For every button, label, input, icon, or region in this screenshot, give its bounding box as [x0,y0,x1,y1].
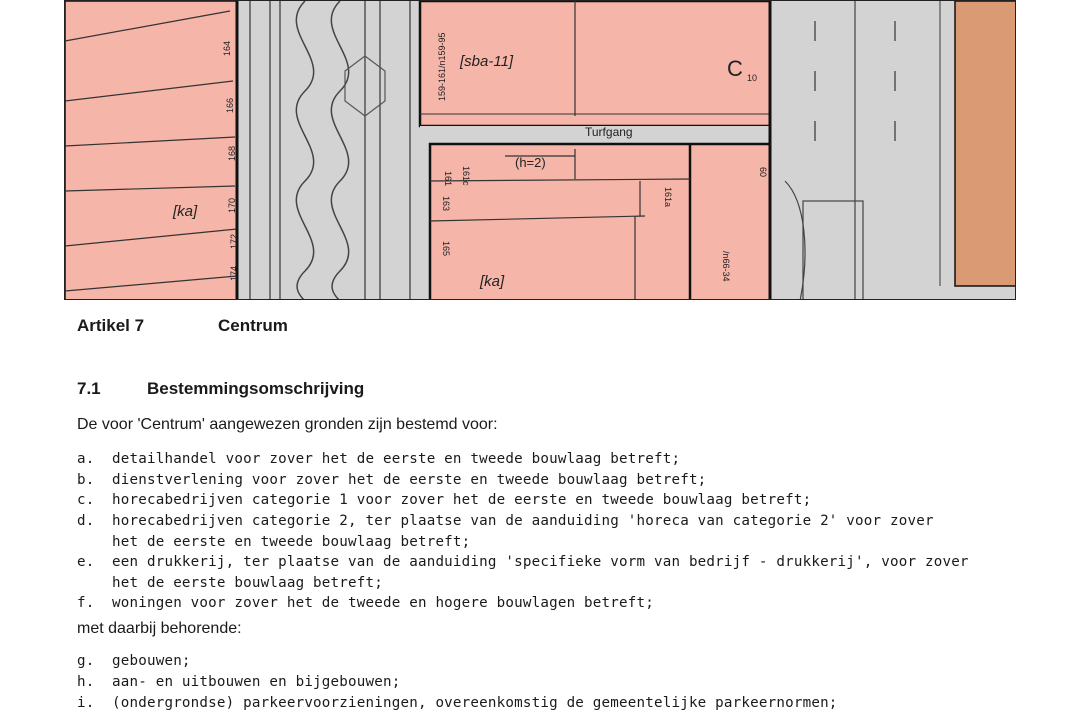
map-label-h2: (h=2) [515,155,546,170]
list-letter: f. [77,595,95,611]
map-label-range1: 159-161/n159-95 [437,32,447,101]
list-letter: a. [77,451,95,467]
map-label-161c: 161c [461,166,471,186]
list-text: horecabedrijven categorie 1 voor zover het de eerste en tweede bouwlaag betreft; [112,492,812,508]
map-label-sba: [sba-11] [460,53,514,70]
list-text: woningen voor zover het de tweede en hogere bouwlagen betreft; [112,595,654,611]
list-letter: i. [77,695,95,711]
map-label-172: 172 [229,233,239,249]
list-letter: h. [77,674,95,690]
map-label-161: 161 [443,171,453,187]
map-label-163: 163 [441,196,451,212]
list-text: dienstverlening voor zover het de eerste en tweede bouwlaag betreft; [112,471,707,488]
article-number: Artikel 7 [77,316,145,335]
map-label-165: 165 [441,241,451,257]
list-letter: b. [77,471,95,488]
map-label-168: 168 [227,145,237,161]
list-text-continued: het de eerste bouwlaag betreft; [112,574,383,591]
map-label-ka-right: [ka] [480,273,505,290]
list-text: gebouwen; [112,653,191,669]
intro-text: De voor 'Centrum' aangewezen gronden zijn bestemd voor: [77,416,498,433]
map-label-60: 60 [758,167,768,178]
with-text: met daarbij behorende: [77,620,242,637]
map-label-161a: 161a [663,187,673,208]
map-label-turfgang: Turfgang [585,125,633,139]
map-label-range2: /n66-34 [721,251,731,282]
section-number: 7.1 [77,379,101,398]
list-letter: d. [77,513,95,529]
list-text-continued: het de eerste en tweede bouwlaag betreft; [112,533,471,550]
list-letter: e. [77,554,95,570]
list-text: een drukkerij, ter plaatse van de aanduiding 'specifieke vorm van bedrijf - drukkerij', voor zover [112,554,969,570]
map-label-c: C [727,56,743,81]
list-text: (ondergrondse) parkeervoorzieningen, overeenkomstig de gemeentelijke parkeernormen; [112,695,838,711]
list-text: aan- en uitbouwen en bijgebouwen; [112,674,401,690]
map-label-170: 170 [227,197,237,213]
list-text: horecabedrijven categorie 2, ter plaatse van de aanduiding 'horeca van categorie 2' voor zover [112,513,934,529]
map-label-164: 164 [222,40,232,56]
map-label-174: 174 [229,265,239,281]
section-title: Bestemmingsomschrijving [147,379,365,398]
zone-left [65,1,237,300]
list-letter: c. [77,492,95,508]
map-label-ka-left: [ka] [173,203,198,220]
zoning-map [64,0,1016,300]
map-label-166: 166 [225,97,235,113]
list-letter: g. [77,653,95,669]
zone-brown [955,1,1016,286]
list-text: detailhandel voor zover het de eerste en tweede bouwlaag betreft; [112,451,681,467]
map-label-c-index: 10 [747,73,758,83]
article-title: Centrum [218,316,288,335]
